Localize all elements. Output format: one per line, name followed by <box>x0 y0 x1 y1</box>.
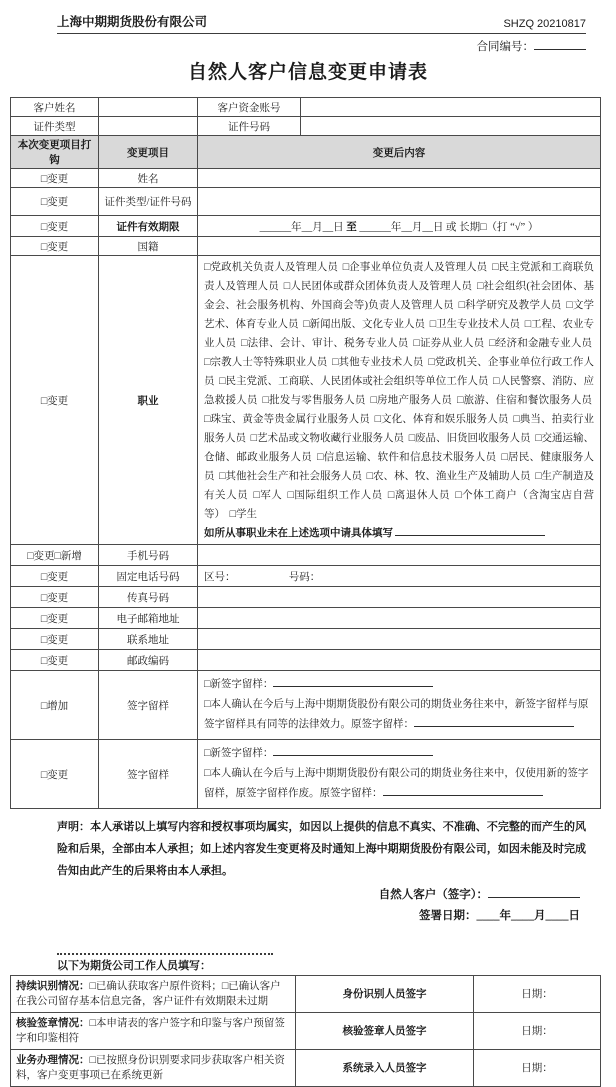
row-occupation-change <box>11 256 601 545</box>
fund-account-label: 客户资金账号 <box>198 98 301 117</box>
identification-status-checkboxes[interactable]: □已确认获取客户原件资料；□已确认客户在我公司留存基本信息完备，客户证件有效期限未过期 <box>16 981 281 1007</box>
document-code: SHZQ 20210817 <box>503 18 586 30</box>
id-type-label: 证件类型 <box>11 117 99 136</box>
change-request-table <box>10 97 601 809</box>
occupation-option-checkbox[interactable]: □个体工商户（含淘宝店自营等） <box>204 490 595 520</box>
occupation-option-checkbox[interactable]: □国际组织工作人员 <box>287 490 383 501</box>
new-signature-blank[interactable] <box>273 676 433 687</box>
occupation-option-checkbox[interactable]: □居民、健康服务人员 <box>204 452 595 482</box>
landline-change-checkbox[interactable]: □变更 <box>11 566 99 587</box>
identification-status-cell <box>11 976 296 1013</box>
sign-date-line[interactable]: 签署日期：____年____月____日 <box>419 910 580 922</box>
declaration-text: 声明：本人承诺以上填写内容和授权事项均属实，如因以上提供的信息不真实、不准确、不完整的而产生的风险和后果，全部由本人承担；如上述内容发生变更将及时通知上海中期期货股份有限公司，如因未能及时完成告知由此产生的后果将由本人承担。 <box>57 821 586 877</box>
item-label-nationality: 国籍 <box>99 237 198 256</box>
new-signature-checkbox-2[interactable]: □新签字留样： <box>204 748 274 759</box>
occupation-option-checkbox[interactable]: □交通运输、仓储、邮政业服务人员 <box>204 433 595 463</box>
seal-verify-date-field[interactable]: 日期： <box>474 1013 601 1050</box>
processing-signer-label[interactable]: 系统录入人员签字 <box>296 1050 474 1087</box>
area-code-label: 区号： <box>204 571 236 583</box>
occupation-option-checkbox[interactable]: □社会组织(社会团体、基金会、社会服务机构、外国商会等)负责人及管理人员 <box>204 281 595 311</box>
validity-to[interactable]: ______年__月__日 <box>359 221 444 233</box>
occupation-option-checkbox[interactable]: □艺术品或文物收藏行业服务人员 <box>250 433 405 444</box>
occupation-option-checkbox[interactable]: □人民团体或群众团体负责人及管理人员 <box>283 281 473 292</box>
processing-date-field[interactable]: 日期： <box>474 1050 601 1087</box>
staff-row-seal-verify <box>11 1013 601 1050</box>
customer-sign-line <box>0 885 580 906</box>
phone-number-label: 号码： <box>288 571 321 583</box>
seal-verify-status-cell <box>11 1013 296 1050</box>
contract-number-row <box>0 38 586 54</box>
customer-name-value[interactable] <box>99 98 198 117</box>
validity-change-checkbox[interactable]: □变更 <box>11 216 99 237</box>
row-address-change <box>11 629 601 650</box>
occupation-option-checkbox[interactable]: □珠宝、黄金等贵金属行业服务人员 <box>204 414 370 425</box>
row-name-change <box>11 169 601 188</box>
occupation-option-checkbox[interactable]: □房地产服务人员 <box>370 395 453 406</box>
occupation-option-checkbox[interactable]: □企事业单位负责人及管理人员 <box>342 262 488 273</box>
name-change-value[interactable] <box>198 169 601 188</box>
row-mobile-change <box>11 545 601 566</box>
occupation-option-checkbox[interactable]: □旅游、住宿和餐饮服务人员 <box>456 395 593 406</box>
occupation-option-checkbox[interactable]: □党政机关、企事业单位行政工作人员 <box>204 357 595 387</box>
occupation-options-list <box>204 262 594 520</box>
email-change-value[interactable] <box>198 608 601 629</box>
new-signature-blank-2[interactable] <box>273 745 433 756</box>
postcode-change-value[interactable] <box>198 650 601 671</box>
old-signature-blank-2[interactable] <box>383 785 543 796</box>
col-header-content: 变更后内容 <box>198 136 601 169</box>
occupation-option-checkbox[interactable]: □其他社会生产和社会服务人员 <box>219 471 363 482</box>
occupation-other-blank[interactable] <box>395 525 545 536</box>
occupation-other-note <box>204 524 592 543</box>
signature-change-confirm-checkbox[interactable]: □本人确认在今后与上海中期期货股份有限公司的期货业务往来中，仅使用新的签字留样，原签字留样作废。原签字留样： <box>204 768 589 799</box>
identification-status-label: 持续识别情况： <box>16 981 90 992</box>
validity-to-word: 至 <box>346 221 357 233</box>
contract-number-label: 合同编号： <box>476 41 534 53</box>
name-change-checkbox[interactable]: □变更 <box>11 169 99 188</box>
col-header-item: 变更项目 <box>99 136 198 169</box>
processing-status-checkboxes[interactable]: □已按照身份识别要求同步获取客户相关资料，客户变更事项已在系统更新 <box>16 1055 285 1081</box>
id-type-value[interactable] <box>99 117 198 136</box>
occupation-option-checkbox[interactable]: □党政机关负责人及管理人员 <box>204 262 338 273</box>
identification-date-field[interactable]: 日期： <box>474 976 601 1013</box>
new-signature-checkbox[interactable]: □新签字留样： <box>204 679 274 690</box>
customer-name-row <box>11 98 601 117</box>
customer-sign-blank[interactable] <box>488 887 580 898</box>
occupation-option-checkbox[interactable]: □卫生专业技术人员 <box>429 319 521 330</box>
item-label-postcode: 邮政编码 <box>99 650 198 671</box>
signature-add-checkbox[interactable]: □增加 <box>11 671 99 740</box>
address-change-value[interactable] <box>198 629 601 650</box>
validity-change-value[interactable] <box>198 216 601 237</box>
row-id-change <box>11 188 601 216</box>
row-validity-change <box>11 216 601 237</box>
customer-sign-block <box>0 885 580 927</box>
occupation-option-checkbox[interactable]: □废品、旧货回收服务人员 <box>408 433 531 444</box>
occupation-option-checkbox[interactable]: □民主党派和工商联负责人及管理人员 <box>204 262 595 292</box>
occupation-option-checkbox[interactable]: □生产制造及有关人员 <box>204 471 595 501</box>
page-header <box>57 12 586 34</box>
row-postcode-change <box>11 650 601 671</box>
validity-from[interactable]: ______年__月__日 <box>259 221 344 233</box>
id-change-checkbox[interactable]: □变更 <box>11 188 99 216</box>
signature-change-checkbox[interactable]: □变更 <box>11 740 99 809</box>
occupation-option-checkbox[interactable]: □民主党派、工商联、人民团体或社会组织等单位工作人员 <box>219 376 489 387</box>
occupation-option-checkbox[interactable]: □文化、体育和娱乐服务人员 <box>374 414 509 425</box>
item-label-landline: 固定电话号码 <box>99 566 198 587</box>
fund-account-value[interactable] <box>301 98 601 117</box>
item-label-name: 姓名 <box>99 169 198 188</box>
customer-sign-label: 自然人客户（签字）： <box>378 889 488 901</box>
occupation-option-checkbox[interactable]: □科学研究及教学人员 <box>458 300 562 311</box>
occupation-option-checkbox[interactable]: □法律、会计、审计、税务专业人员 <box>241 338 409 349</box>
item-label-fax: 传真号码 <box>99 587 198 608</box>
new-signature-line <box>204 675 594 695</box>
staff-row-identification <box>11 976 601 1013</box>
company-name: 上海中期期货股份有限公司 <box>57 15 208 29</box>
item-label-mobile: 手机号码 <box>99 545 198 566</box>
occupation-change-checkbox[interactable]: □变更 <box>11 256 99 545</box>
dotted-divider <box>57 953 273 955</box>
validity-longterm-checkbox[interactable]: 或 长期□（打 “√” ） <box>446 221 539 233</box>
email-change-checkbox[interactable]: □变更 <box>11 608 99 629</box>
signature-change-content <box>198 740 601 809</box>
staff-section-title: 以下为期货公司工作人员填写： <box>57 960 211 972</box>
occupation-option-checkbox[interactable]: □人民警察、消防、应急救援人员 <box>204 376 595 406</box>
address-change-checkbox[interactable]: □变更 <box>11 629 99 650</box>
old-signature-blank[interactable] <box>414 716 574 727</box>
seal-verify-status-checkboxes[interactable]: □本申请表的客户签字和印鉴与客户预留签字和印鉴相符 <box>16 1018 285 1044</box>
item-label-id: 证件类型/证件号码 <box>99 188 198 216</box>
staff-table <box>10 975 601 1087</box>
occupation-option-checkbox[interactable]: □新闻出版、文化专业人员 <box>303 319 426 330</box>
occupation-option-checkbox[interactable]: □工程、农业专业人员 <box>204 319 595 349</box>
row-signature-change <box>11 740 601 809</box>
item-label-signature-add: 签字留样 <box>99 671 198 740</box>
item-label-occupation: 职业 <box>99 256 198 545</box>
item-label-signature-change: 签字留样 <box>99 740 198 809</box>
processing-status-label: 业务办理情况： <box>16 1055 90 1066</box>
id-number-value[interactable] <box>301 117 601 136</box>
row-email-change <box>11 608 601 629</box>
occupation-option-checkbox[interactable]: □文学艺术、体育专业人员 <box>204 300 595 330</box>
occupation-option-checkbox[interactable]: □军人 <box>253 490 283 501</box>
signature-add-content <box>198 671 601 740</box>
id-number-label: 证件号码 <box>198 117 301 136</box>
occupation-option-checkbox[interactable]: □信息运输、软件和信息技术服务人员 <box>316 452 497 463</box>
occupation-options-cell <box>198 256 601 545</box>
item-label-address: 联系地址 <box>99 629 198 650</box>
fax-change-checkbox[interactable]: □变更 <box>11 587 99 608</box>
form-title: 自然人客户信息变更申请表 <box>187 62 428 83</box>
nationality-change-value[interactable] <box>198 237 601 256</box>
seal-verify-status-label: 核验签章情况： <box>16 1018 90 1029</box>
id-type-row <box>11 117 601 136</box>
occupation-option-checkbox[interactable]: □宗教人士等特殊职业人员 <box>204 357 328 368</box>
staff-row-processing <box>11 1050 601 1087</box>
fax-change-value[interactable] <box>198 587 601 608</box>
occupation-option-checkbox[interactable]: □证券从业人员 <box>413 338 485 349</box>
occupation-option-checkbox[interactable]: □典当、拍卖行业服务人员 <box>204 414 595 444</box>
mobile-change-value[interactable] <box>198 545 601 566</box>
mobile-change-checkbox[interactable]: □变更□新增 <box>11 545 99 566</box>
occupation-option-checkbox[interactable]: □其他专业技术人员 <box>332 357 424 368</box>
row-nationality-change <box>11 237 601 256</box>
occupation-other-label: 如所从事职业未在上述选项中请具体填写 <box>204 528 393 539</box>
row-fax-change <box>11 587 601 608</box>
occupation-option-checkbox[interactable]: □批发与零售服务人员 <box>262 395 366 406</box>
occupation-option-checkbox[interactable]: □农、林、牧、渔业生产及辅助人员 <box>366 471 531 482</box>
occupation-option-checkbox[interactable]: □经济和金融专业人员 <box>489 338 593 349</box>
occupation-option-checkbox[interactable]: □学生 <box>229 509 257 520</box>
identification-signer-label[interactable]: 身份识别人员签字 <box>296 976 474 1013</box>
seal-verify-signer-label[interactable]: 核验签章人员签字 <box>296 1013 474 1050</box>
customer-name-label: 客户姓名 <box>11 98 99 117</box>
postcode-change-checkbox[interactable]: □变更 <box>11 650 99 671</box>
occupation-option-checkbox[interactable]: □离退休人员 <box>387 490 451 501</box>
processing-status-cell <box>11 1050 296 1087</box>
change-table-header <box>11 136 601 169</box>
landline-change-value[interactable] <box>198 566 601 587</box>
item-label-email: 电子邮箱地址 <box>99 608 198 629</box>
nationality-change-checkbox[interactable]: □变更 <box>11 237 99 256</box>
col-header-check: 本次变更项目打钩 <box>11 136 99 169</box>
signature-add-confirm-checkbox[interactable]: □本人确认在今后与上海中期期货股份有限公司的期货业务往来中，新签字留样与原签字留样具有同等的法律效力。原签字留样： <box>204 699 589 730</box>
row-landline-change <box>11 566 601 587</box>
item-label-validity: 证件有效期限 <box>99 216 198 237</box>
row-signature-add <box>11 671 601 740</box>
contract-number-blank[interactable] <box>534 39 586 50</box>
new-signature-line-2 <box>204 744 594 764</box>
id-change-value[interactable] <box>198 188 601 216</box>
